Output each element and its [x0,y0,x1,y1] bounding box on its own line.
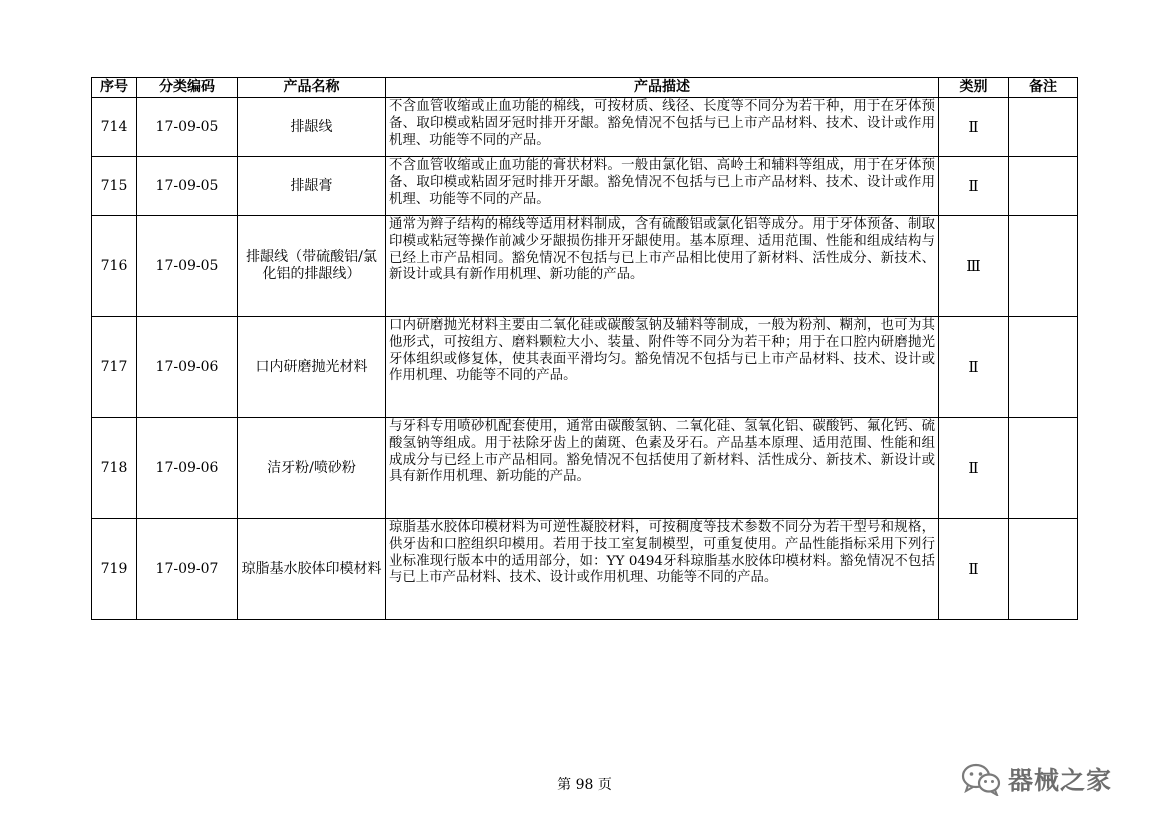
table-row [92,418,1078,519]
row-name: 口内研磨抛光材料 [238,317,386,418]
row-code: 17-09-05 [137,157,238,216]
row-no: 719 [92,519,137,620]
row-category: Ⅱ [939,317,1009,418]
row-description: 不含血管收缩或止血功能的棉线，可按材质、线径、长度等不同分为若干种，用于在牙体预备、取印模或粘固牙冠时排开牙龈。豁免情况不包括与已上市产品材料、技术、设计或作用机理、功能等不同的产品。 [386,98,939,157]
row-name: 排龈线 [238,98,386,157]
table-row [92,317,1078,418]
row-no: 717 [92,317,137,418]
row-no: 715 [92,157,137,216]
row-remark [1009,519,1078,620]
row-description: 与牙科专用喷砂机配套使用，通常由碳酸氢钠、二氧化硅、氢氧化铝、碳酸钙、氟化钙、硫酸氢钠等组成。用于祛除牙齿上的菌斑、色素及牙石。产品基本原理、适用范围、性能和组成成分与已经上市产品相同。豁免情况不包括使用了新材料、活性成分、新技术、新设计或具有新作用机理、新功能的产品。 [386,418,939,519]
page-number: 第 98 页 [557,777,612,793]
row-no: 716 [92,216,137,317]
row-description: 口内研磨抛光材料主要由二氧化硅或碳酸氢钠及辅料等制成，一般为粉剂、糊剂，也可为其他形式，可按组方、磨料颗粒大小、装量、附件等不同分为若干种；用于在口腔内研磨抛光牙体组织或修复体，使其表面平滑均匀。豁免情况不包括与已上市产品材料、技术、设计或作用机理、功能等不同的产品。 [386,317,939,418]
row-no: 714 [92,98,137,157]
row-category: Ⅱ [939,418,1009,519]
row-category: Ⅱ [939,98,1009,157]
device-catalog-table [91,77,1078,620]
row-code: 17-09-07 [137,519,238,620]
row-remark [1009,98,1078,157]
row-code: 17-09-05 [137,98,238,157]
table-row [92,157,1078,216]
row-name: 排龈线（带硫酸铝/氯化铝的排龈线） [238,216,386,317]
row-name: 排龈膏 [238,157,386,216]
row-description: 琼脂基水胶体印模材料为可逆性凝胶材料，可按稠度等技术参数不同分为若干型号和规格，供牙齿和口腔组织印模用。若用于技工室复制模型，可重复使用。产品性能指标采用下列行业标准现行版本中的适用部分，如：YY 0494牙科琼脂基水胶体印模材料。豁免情况不包括与已上市产品材料、技术、设计或作用机理、功能等不同的产品。 [386,519,939,620]
row-category: Ⅱ [939,519,1009,620]
watermark [960,760,1112,798]
table-row [92,216,1078,317]
row-code: 17-09-06 [137,317,238,418]
row-code: 17-09-05 [137,216,238,317]
row-name: 洁牙粉/喷砂粉 [238,418,386,519]
header-category: 类别 [939,78,1009,98]
watermark-text: 器械之家 [1008,766,1113,795]
row-name: 琼脂基水胶体印模材料 [238,519,386,620]
row-description: 不含血管收缩或止血功能的膏状材料。一般由氯化铝、高岭土和辅料等组成，用于在牙体预备、取印模或粘固牙冠时排开牙龈。豁免情况不包括与已上市产品材料、技术、设计或作用机理、功能等不同的产品。 [386,157,939,216]
header-name: 产品名称 [238,78,386,98]
row-category: Ⅱ [939,157,1009,216]
table-row [92,519,1078,620]
wechat-icon [960,762,1002,796]
row-description: 通常为辫子结构的棉线等适用材料制成，含有硫酸铝或氯化铝等成分。用于牙体预备、制取印模或粘冠等操作前减少牙龈损伤排开牙龈使用。基本原理、适用范围、性能和组成结构与已经上市产品相同。豁免情况不包括与已上市产品相比使用了新材料、活性成分、新技术、新设计或具有新作用机理、新功能的产品。 [386,216,939,317]
header-code: 分类编码 [137,78,238,98]
table-header-row [92,78,1078,98]
header-no: 序号 [92,78,137,98]
header-description: 产品描述 [386,78,939,98]
row-remark [1009,157,1078,216]
row-remark [1009,317,1078,418]
row-remark [1009,418,1078,519]
row-category: Ⅲ [939,216,1009,317]
header-remark: 备注 [1009,78,1078,98]
row-no: 718 [92,418,137,519]
table-row [92,98,1078,157]
row-remark [1009,216,1078,317]
row-code: 17-09-06 [137,418,238,519]
